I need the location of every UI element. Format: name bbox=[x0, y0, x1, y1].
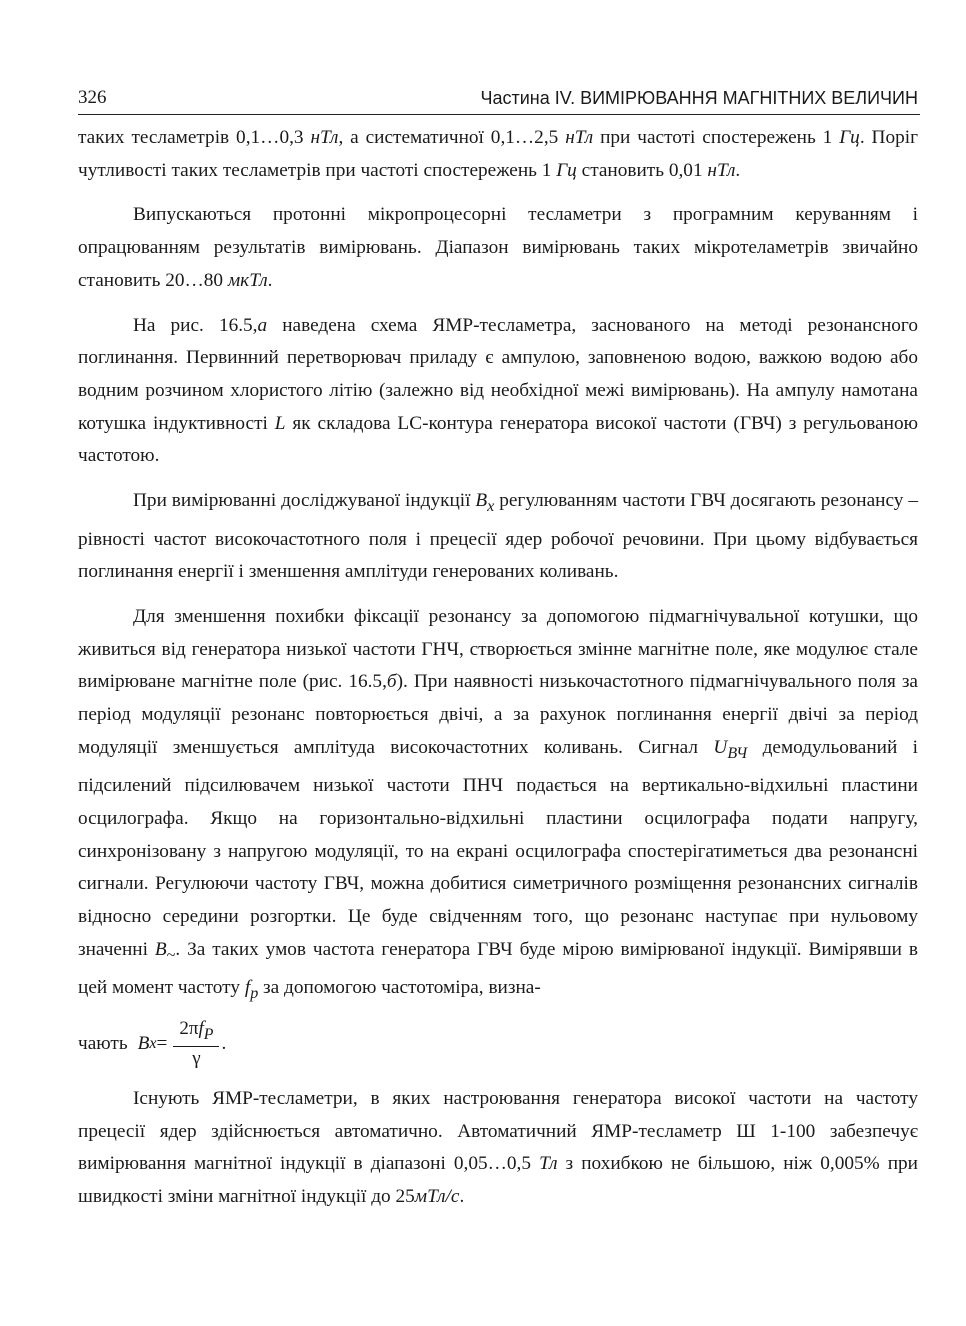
paragraph-1: таких тесламетрів 0,1…0,3 нТл, а систематичної 0,1…2,5 нТл при частоті спостережень 1 Гц. Поріг чутливості таких тесламетрів при частоті спостережень 1 Гц становить 0,01 нТл. bbox=[78, 127, 918, 181]
paragraph-4: При вимірюванні досліджуваної індукції $B_x$ регулюванням частоти ГВЧ досягають резонансу – рівності частот високочастотного поля і прецесії ядер робочої речовини. При цьому відбувається поглинання енергії і зменшення амплітуди генерованих коливань. bbox=[78, 490, 918, 583]
body-text bbox=[78, 122, 918, 1214]
formula-numerator: $2\pi f_P$ bbox=[173, 1018, 219, 1048]
paragraph-6: Існують ЯМР-тесламетри, в яких настроювання генератора високої частоти на частоту прецесії ядер здійснюється автоматично. Автоматичний ЯМР-тесламетр Ш 1-100 забезпечує вимірювання магнітної індукції в діапазоні 0,05…0,5 Тл з похибкою не більшою, ніж 0,005% при швидкості зміни магнітної індукції до 25мТл/с. bbox=[78, 1088, 918, 1208]
page-number: 326 bbox=[78, 87, 107, 108]
formula-line: чають B x = $\frac{2\pi f_P}{\gamma}$ . bbox=[78, 1017, 227, 1070]
formula-lhs: B bbox=[137, 1032, 150, 1054]
formula-fraction bbox=[173, 1018, 219, 1071]
paragraph-3: На рис. 16.5,а наведена схема ЯМР-тесламетра, заснованого на методі резонансного поглинання. Первинний перетворювач приладу є ампулою, заповненою водою, важкою водою або водним розчином хлористого літію (залежно від необхідної межі вимірювань). На ампулу намотана котушка індуктивності L як складова LC-контура генератора високої частоти (ГВЧ) з регульованою частотою. bbox=[78, 314, 919, 467]
paragraph-5: Для зменшення похибки фіксації резонансу за допомогою підмагнічувальної котушки, що живиться від генератора низької частоти ГНЧ, створюється змінне магнітне поле, яке модулює стале вимірюване магнітне поле (рис. 16.5,б). При наявності низькочастотного підмагнічувального поля за період модуляції резонанс повторюється двічі, а за рахунок поглинання енергії двічі за період модуляції зменшується амплітуда високочастотних коливань. Сигнал $U_{ВЧ}$ демодульований і підсилений підсилювачем низької частоти ПНЧ подається на вертикально-відхильні пластини осцилографа. Якщо на горизонтально-відхильні пластини осцилографа подати напругу, синхронізовану з напругою модуляції, то на екрані осцилографа спостерігатиметься два резонансні сигнали. Регулюючи частоту ГВЧ, можна добитися симетричного розміщення резонансних сигналів відносно середини розгортки. Це буде свідченням того, що резонанс наступає при нульовому значенні $B_\sim$. За таких умов частота генератора ГВЧ буде мірою вимірюваної індукції. Вимірявши в цей момент частоту $f_p$ за допомогою частотоміра, визна- bbox=[78, 606, 918, 1003]
paragraph-2: Випускаються протонні мікропроцесорні тесламетри з програмним керуванням і опрацюванням результатів вимірювань. Діапазон вимірювань таких мікротеламетрів звичайно становить 20…80 мкТл. bbox=[78, 204, 918, 291]
formula-denominator: γ bbox=[192, 1048, 201, 1070]
page-header bbox=[78, 84, 920, 115]
running-title: Частина IV. ВИМІРЮВАННЯ МАГНІТНИХ ВЕЛИЧИН bbox=[480, 88, 918, 108]
